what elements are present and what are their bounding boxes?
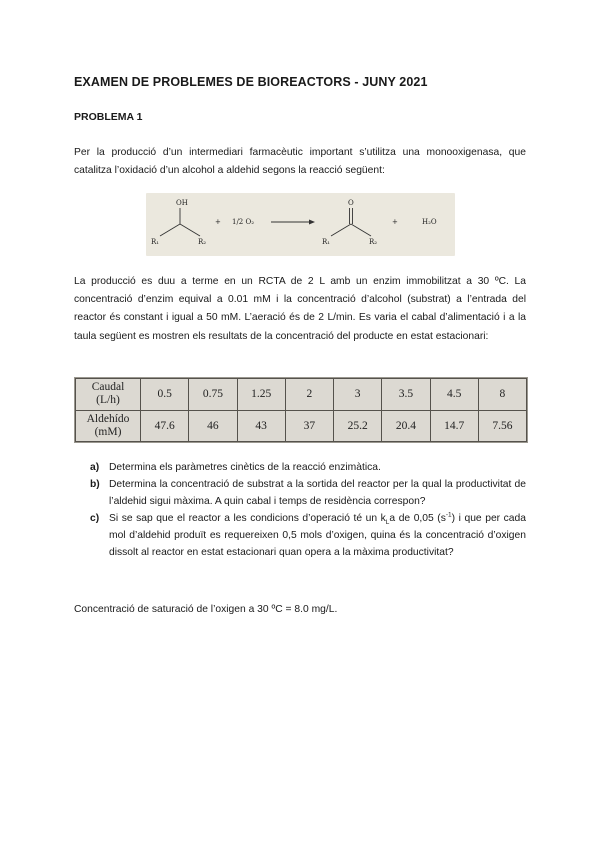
oh-label: OH <box>176 199 188 207</box>
intro-paragraph: Per la producció d’un intermediari farmacèutic important s’utilitza una monooxigenasa, que catalitza l’oxidació d’un alcohol a aldehid segons la reacció següent: <box>74 147 526 177</box>
aldehido-cell: 43 <box>237 410 285 442</box>
question-list <box>90 460 526 561</box>
question-a <box>90 460 526 477</box>
aldehido-header-line2: (mM) <box>94 425 122 438</box>
question-a-label: a) <box>90 462 100 473</box>
caudal-header <box>76 379 141 411</box>
question-c-pre: Si se sap que el reactor a les condicions d’operació té un k <box>109 512 386 524</box>
footer-note: Concentració de saturació de l’oxigen a 30 ºC = 8.0 mg/L. <box>74 604 338 615</box>
question-c-text <box>109 511 526 562</box>
aldehido-cell: 37 <box>285 410 333 442</box>
bond-c-r2 <box>180 224 200 236</box>
oxygen-reagent: 1/2 O₂ <box>232 218 255 226</box>
aldehido-header-line1: Aldehído <box>86 412 130 425</box>
r1b-label: R₁ <box>322 238 331 246</box>
caudal-header-line1: Caudal <box>91 381 125 394</box>
question-b-text: Determina la concentració de substrat a la sortida del reactor per la qual la productivitat de l’aldehid sigui màxima. A quin cabal i temps de residència correspon? <box>109 478 526 507</box>
caudal-cell: 0.75 <box>189 379 237 411</box>
aldehido-cell: 7.56 <box>478 410 526 442</box>
caudal-cell: 3 <box>334 379 382 411</box>
reaction-diagram <box>146 193 455 256</box>
reaction-scheme <box>146 193 455 256</box>
data-table <box>75 378 527 442</box>
caudal-cell: 8 <box>478 379 526 411</box>
question-b <box>90 477 526 511</box>
caudal-cell: 1.25 <box>237 379 285 411</box>
caudal-cell: 0.5 <box>141 379 189 411</box>
aldehido-cell: 14.7 <box>430 410 478 442</box>
r1-label: R₁ <box>151 238 160 246</box>
plus-sign-2: + <box>392 218 398 226</box>
question-a-text: Determina els paràmetres cinètics de la reacció enzimàtica. <box>109 462 381 473</box>
aldehido-cell: 20.4 <box>382 410 430 442</box>
aldehido-row <box>76 410 527 442</box>
caudal-cell: 2 <box>285 379 333 411</box>
results-table <box>74 377 528 443</box>
caudal-row <box>76 379 527 411</box>
bond-r1-c <box>160 224 180 236</box>
question-c-subscript: L <box>385 518 390 526</box>
question-c <box>90 511 526 562</box>
caudal-cell: 4.5 <box>430 379 478 411</box>
question-b-label: b) <box>90 478 100 490</box>
aldehido-header <box>76 410 141 442</box>
r2-label: R₂ <box>198 238 207 246</box>
description-paragraph: La producció es duu a terme en un RCTA de 2 L amb un enzim immobilitzat a 30 ºC. La concentració d’enzim equival a 0.01 mM i la concentració d’alcohol (substrat) a l’entrada del reactor és constant i igual a 50 mM. L’aeració és de 2 L/min. Es varia el cabal d’alimentació i a la taula següent es mostren els resultats de la concentració del producte en estat estacionari: <box>74 276 526 342</box>
oxygen-label: O <box>348 199 354 207</box>
bond-c-r2b <box>351 224 371 236</box>
question-c-label: c) <box>90 512 100 524</box>
caudal-cell: 3.5 <box>382 379 430 411</box>
aldehido-cell: 47.6 <box>141 410 189 442</box>
question-c-post: ) i que per cada mol d’aldehid produït es requereixen 0,5 mols d’oxigen, quina és la concentració d’oxigen dissolt al reactor en estat estacionari quan opera a la màxima productivitat? <box>109 512 526 558</box>
reaction-arrow-head <box>309 220 315 225</box>
problem-heading: PROBLEMA 1 <box>74 111 143 123</box>
plus-sign: + <box>215 218 221 226</box>
water-product: H₂O <box>422 218 437 226</box>
bond-r1b-c <box>331 224 351 236</box>
caudal-header-line2: (L/h) <box>96 394 120 407</box>
question-c-superscript: -1 <box>445 511 452 519</box>
r2b-label: R₂ <box>369 238 378 246</box>
aldehido-cell: 46 <box>189 410 237 442</box>
aldehido-cell: 25.2 <box>334 410 382 442</box>
exam-title: EXAMEN DE PROBLEMES DE BIOREACTORS - JUNY 2021 <box>74 75 428 89</box>
question-c-mid: a de 0,05 (s <box>389 512 446 524</box>
